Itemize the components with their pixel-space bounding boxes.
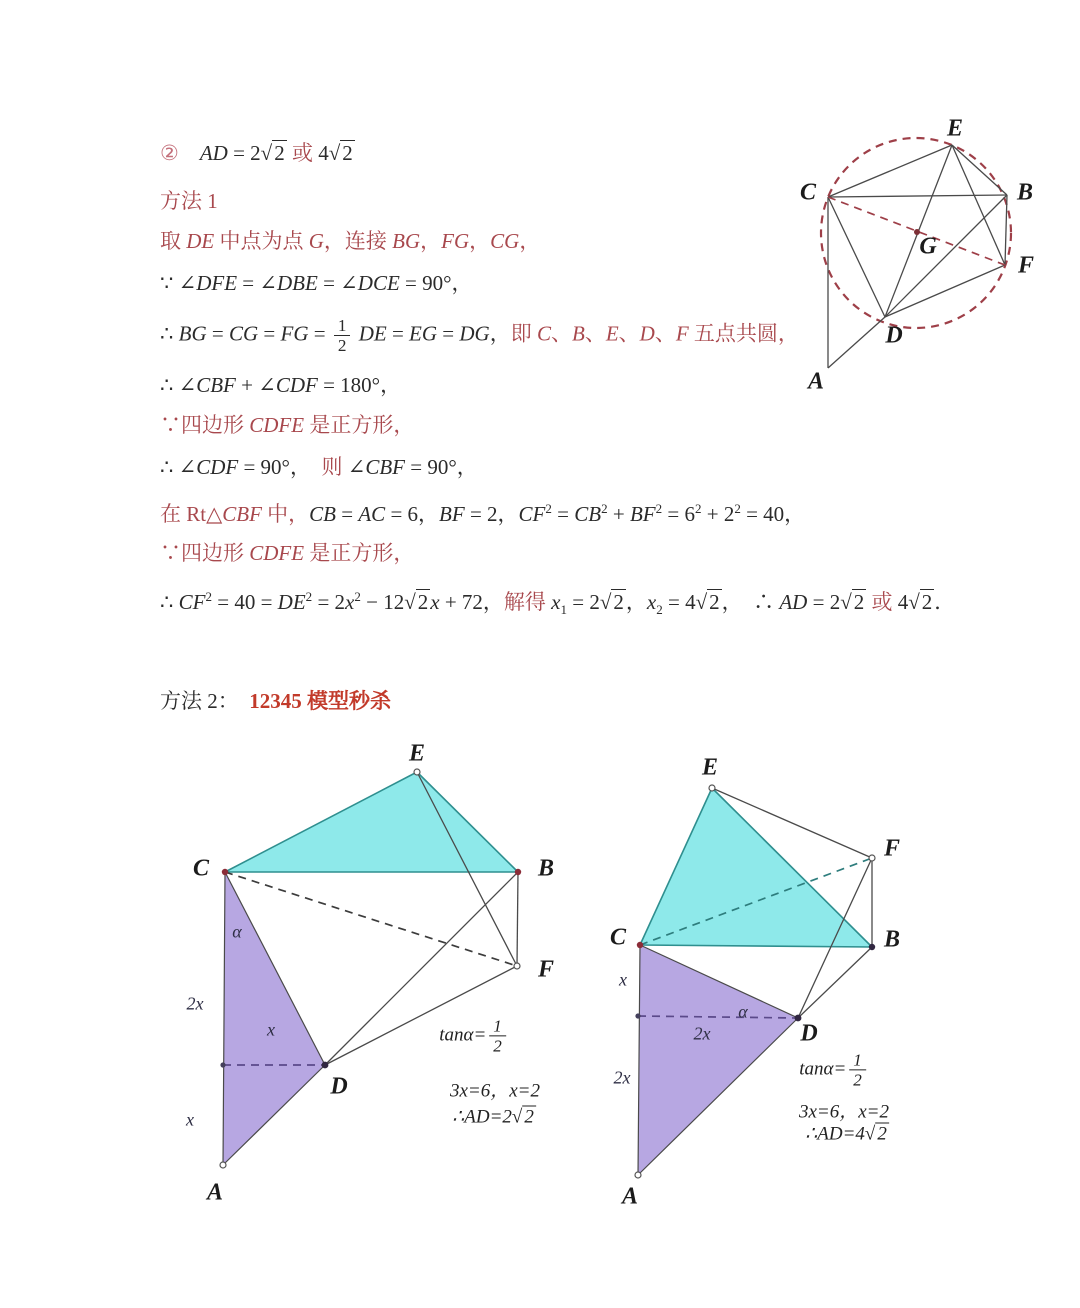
text-segment: CBF [196,373,236,397]
diagram-formula [450,1076,540,1103]
text-segment: EG [409,321,438,346]
text-segment: BF [629,502,656,526]
text-segment: ， ∴ [721,590,780,614]
text-segment: C [536,321,551,346]
label-E: E [701,754,719,781]
point-B [869,944,875,950]
label-D: D [800,1020,818,1047]
text-segment: + [607,502,630,526]
text-segment: = ∠ [317,271,358,295]
label-E: E [946,115,964,142]
point-B [515,869,521,875]
text-segment: DG [459,321,490,346]
point-C [637,942,643,948]
text-segment: = [437,321,460,346]
text-segment: 2 [656,602,663,618]
text-segment: CBF [365,455,405,479]
text-segment: = [258,321,281,346]
label-x: x [186,1109,194,1130]
text-segment: ∴ [452,1106,465,1128]
text-segment: = [551,502,575,526]
text-segment: D [639,321,655,346]
text-segment: 方法 2： [160,689,250,713]
text-segment: √ 2 [600,589,626,614]
text-segment: − 12 [360,590,405,614]
text-segment: √ 2 [908,589,934,614]
text-segment: F [675,321,689,346]
text-segment: AD [779,590,808,614]
text-segment: = ∠ [237,271,277,295]
text-segment: DBE [277,271,318,295]
text-segment: tanα= [439,1024,487,1046]
text-segment: CDF [196,455,239,479]
text-segment: 2 [655,501,663,516]
text-segment: 则 [321,455,343,479]
diagram-formula [799,1097,889,1124]
text-segment: CG [228,321,259,346]
solution-line [160,580,955,627]
text-segment: = 40 = [211,590,278,614]
label-F: F [883,835,901,862]
diagram-formula [452,1106,536,1129]
label-F: F [537,956,555,983]
text-segment: CB [574,502,602,526]
point-A [220,1162,226,1168]
text-segment: = 2 [227,141,261,165]
solution-line [160,316,799,356]
label-B: B [537,855,555,882]
point-F [869,855,875,861]
text-segment: DE [186,229,215,253]
label-2x: 2x [613,1067,631,1088]
text-segment: 、 [584,321,606,346]
point-E [414,769,420,775]
text-segment: √ 2 [840,589,866,614]
text-segment: CF [518,502,546,526]
text-segment: = 90°， [405,455,478,479]
text-segment: = 6 [662,502,695,526]
text-segment: 1 [560,602,568,618]
text-segment: FG [280,321,309,346]
solution-line [160,536,414,570]
text-segment: AD=2 [464,1106,512,1128]
text-segment: + ∠ [235,373,276,397]
model-diagram-ad-4sqrt2-svg [580,740,1020,1220]
text-segment: 方法 1 [160,189,218,213]
text-segment: = 2 [807,590,841,614]
text-segment: ② [160,141,179,165]
text-segment: = 90°， [399,271,473,295]
text-segment [179,141,200,165]
solution-line [160,136,355,170]
text-segment: 3x=6，x=2 [798,1101,890,1123]
point-E [709,785,715,791]
text-segment: 、 [618,321,640,346]
text-segment: FG [441,229,470,253]
text-segment: 或 [866,590,898,614]
text-segment: DE [358,321,387,346]
text-segment: 2 [305,589,313,604]
text-segment: ∴ [805,1123,818,1145]
text-segment: = 2 [567,590,600,614]
text-segment: CDFE [249,413,305,437]
text-segment: ∴ [160,321,179,346]
model-diagram-ad-2sqrt2 [140,720,600,1220]
label-C: C [799,179,817,206]
text-segment: √ 2 [696,589,722,614]
text-segment: 4 [318,141,329,165]
text-segment: 3x=6，x=2 [449,1080,541,1102]
label-x: x [267,1019,275,1040]
text-segment: 2 [734,501,741,516]
label-D: D [330,1073,348,1100]
text-segment: ． [934,590,956,614]
text-segment: 五点共圆， [688,321,799,346]
text-segment: $\frac{1}{2}$ [334,316,351,356]
diagram-formula [799,1050,869,1089]
text-segment: = [308,321,331,346]
text-segment: x [345,590,355,614]
text-segment: 2 [694,501,702,516]
text-segment: 解得 [503,590,552,614]
label-α: α [738,1001,748,1022]
text-segment: 、 [654,321,676,346]
text-segment: DE [277,590,306,614]
text-segment: 2 [545,501,552,516]
text-segment: ， [625,590,647,614]
text-segment: CBF [222,502,262,526]
label-D: D [885,322,903,349]
text-segment: CB [309,502,337,526]
label-A: A [206,1179,224,1206]
label-α: α [232,921,242,942]
label-C: C [609,924,627,951]
text-segment: = 180°， [317,373,402,397]
solution-line [160,184,218,218]
label-2x: 2x [693,1023,711,1044]
text-segment: tanα= [799,1058,847,1080]
model-diagram-ad-4sqrt2 [580,740,1020,1220]
text-segment: 中， [261,502,310,526]
text-segment: ， [489,321,511,346]
label-B: B [883,926,901,953]
label-C: C [192,855,210,882]
text-segment: AC [358,502,386,526]
text-segment: DCE [357,271,400,295]
point-F [514,963,520,969]
diagram-formula [439,1016,509,1055]
text-segment: 在 Rt△ [160,502,223,526]
label-2x: 2x [186,993,204,1014]
text-segment: E [605,321,619,346]
text-segment: CG [490,229,520,253]
point-M [635,1013,640,1018]
text-segment: + 2 [701,502,735,526]
text-segment: B [572,321,585,346]
text-segment: √ 2 [329,140,355,165]
label-A: A [807,368,825,395]
five-point-circle-diagram [780,105,1080,405]
text-segment: 中点为点 [214,229,309,253]
text-segment: x [646,590,657,614]
text-segment: G [308,229,324,253]
text-segment: 是正方形， [304,541,415,565]
text-segment: = [336,502,359,526]
label-A: A [621,1183,639,1210]
text-segment: ∵四边形 [160,413,250,437]
point-C [222,869,228,875]
point-A [635,1172,641,1178]
text-segment: x [430,590,440,614]
text-segment: ∴ ∠ [160,455,197,479]
text-segment: BF [439,502,465,526]
text-segment: + 72， [439,590,504,614]
text-segment: ， [469,229,491,253]
point-D [322,1062,329,1069]
text-segment: BG [392,229,421,253]
text-segment: 即 [510,321,537,346]
label-x: x [619,969,627,990]
model-diagram-ad-2sqrt2-svg [140,720,600,1220]
text-segment: √ 2 [512,1106,536,1128]
text-segment: ，连接 [323,229,393,253]
text-segment: AD=4 [817,1123,865,1145]
text-segment: √ 2 [404,589,430,614]
text-segment: = 4 [662,590,696,614]
text-segment: ， [420,229,442,253]
text-segment: CF [178,590,206,614]
text-segment: 4 [897,590,909,614]
label-B: B [1016,179,1034,206]
diagram-formula [805,1123,889,1146]
label-E: E [408,740,426,767]
text-segment: ∴ [160,590,179,614]
solution-line [160,224,540,258]
text-segment: CDF [275,373,318,397]
text-segment: ∵ ∠ [160,271,197,295]
text-segment: DFE [196,271,238,295]
text-segment: x [551,590,561,614]
text-segment: = 90°， [238,455,322,479]
solution-line [160,266,473,300]
label-F: F [1017,252,1035,279]
solution-line [160,408,414,442]
solution-line [160,450,478,484]
text-segment: √ 2 [865,1123,889,1145]
text-segment: AD [199,141,228,165]
text-segment: = [206,321,229,346]
text-segment: ∵四边形 [160,541,250,565]
text-segment: = [386,321,410,346]
text-segment: 是正方形， [304,413,415,437]
text-segment: = 2 [312,590,346,614]
text-segment: √ 2 [261,140,287,165]
text-segment: = 6， [385,502,440,526]
text-segment: = 40， [740,502,806,526]
text-segment: BG [178,321,207,346]
text-segment: 2 [354,589,361,604]
text-segment: ∴ ∠ [160,373,197,397]
text-segment: ， [519,229,541,253]
text-segment: 12345 模型秒杀 [249,689,391,713]
label-G: G [919,233,937,260]
text-segment: 取 [160,229,187,253]
solution-line [160,684,391,718]
text-segment: 、 [551,321,572,346]
text-segment: $\frac{1}{2}$ [489,1016,506,1055]
text-segment: 或 [286,141,319,165]
text-segment: 2 [601,501,608,516]
text-segment: $\frac{1}{2}$ [849,1050,866,1089]
text-segment: CDFE [249,541,305,565]
text-segment: ∠ [342,455,366,479]
solution-line [160,492,805,531]
text-segment: 2 [205,589,212,604]
solution-line [160,368,401,402]
text-segment: = 2， [464,502,519,526]
point-M [220,1062,225,1067]
